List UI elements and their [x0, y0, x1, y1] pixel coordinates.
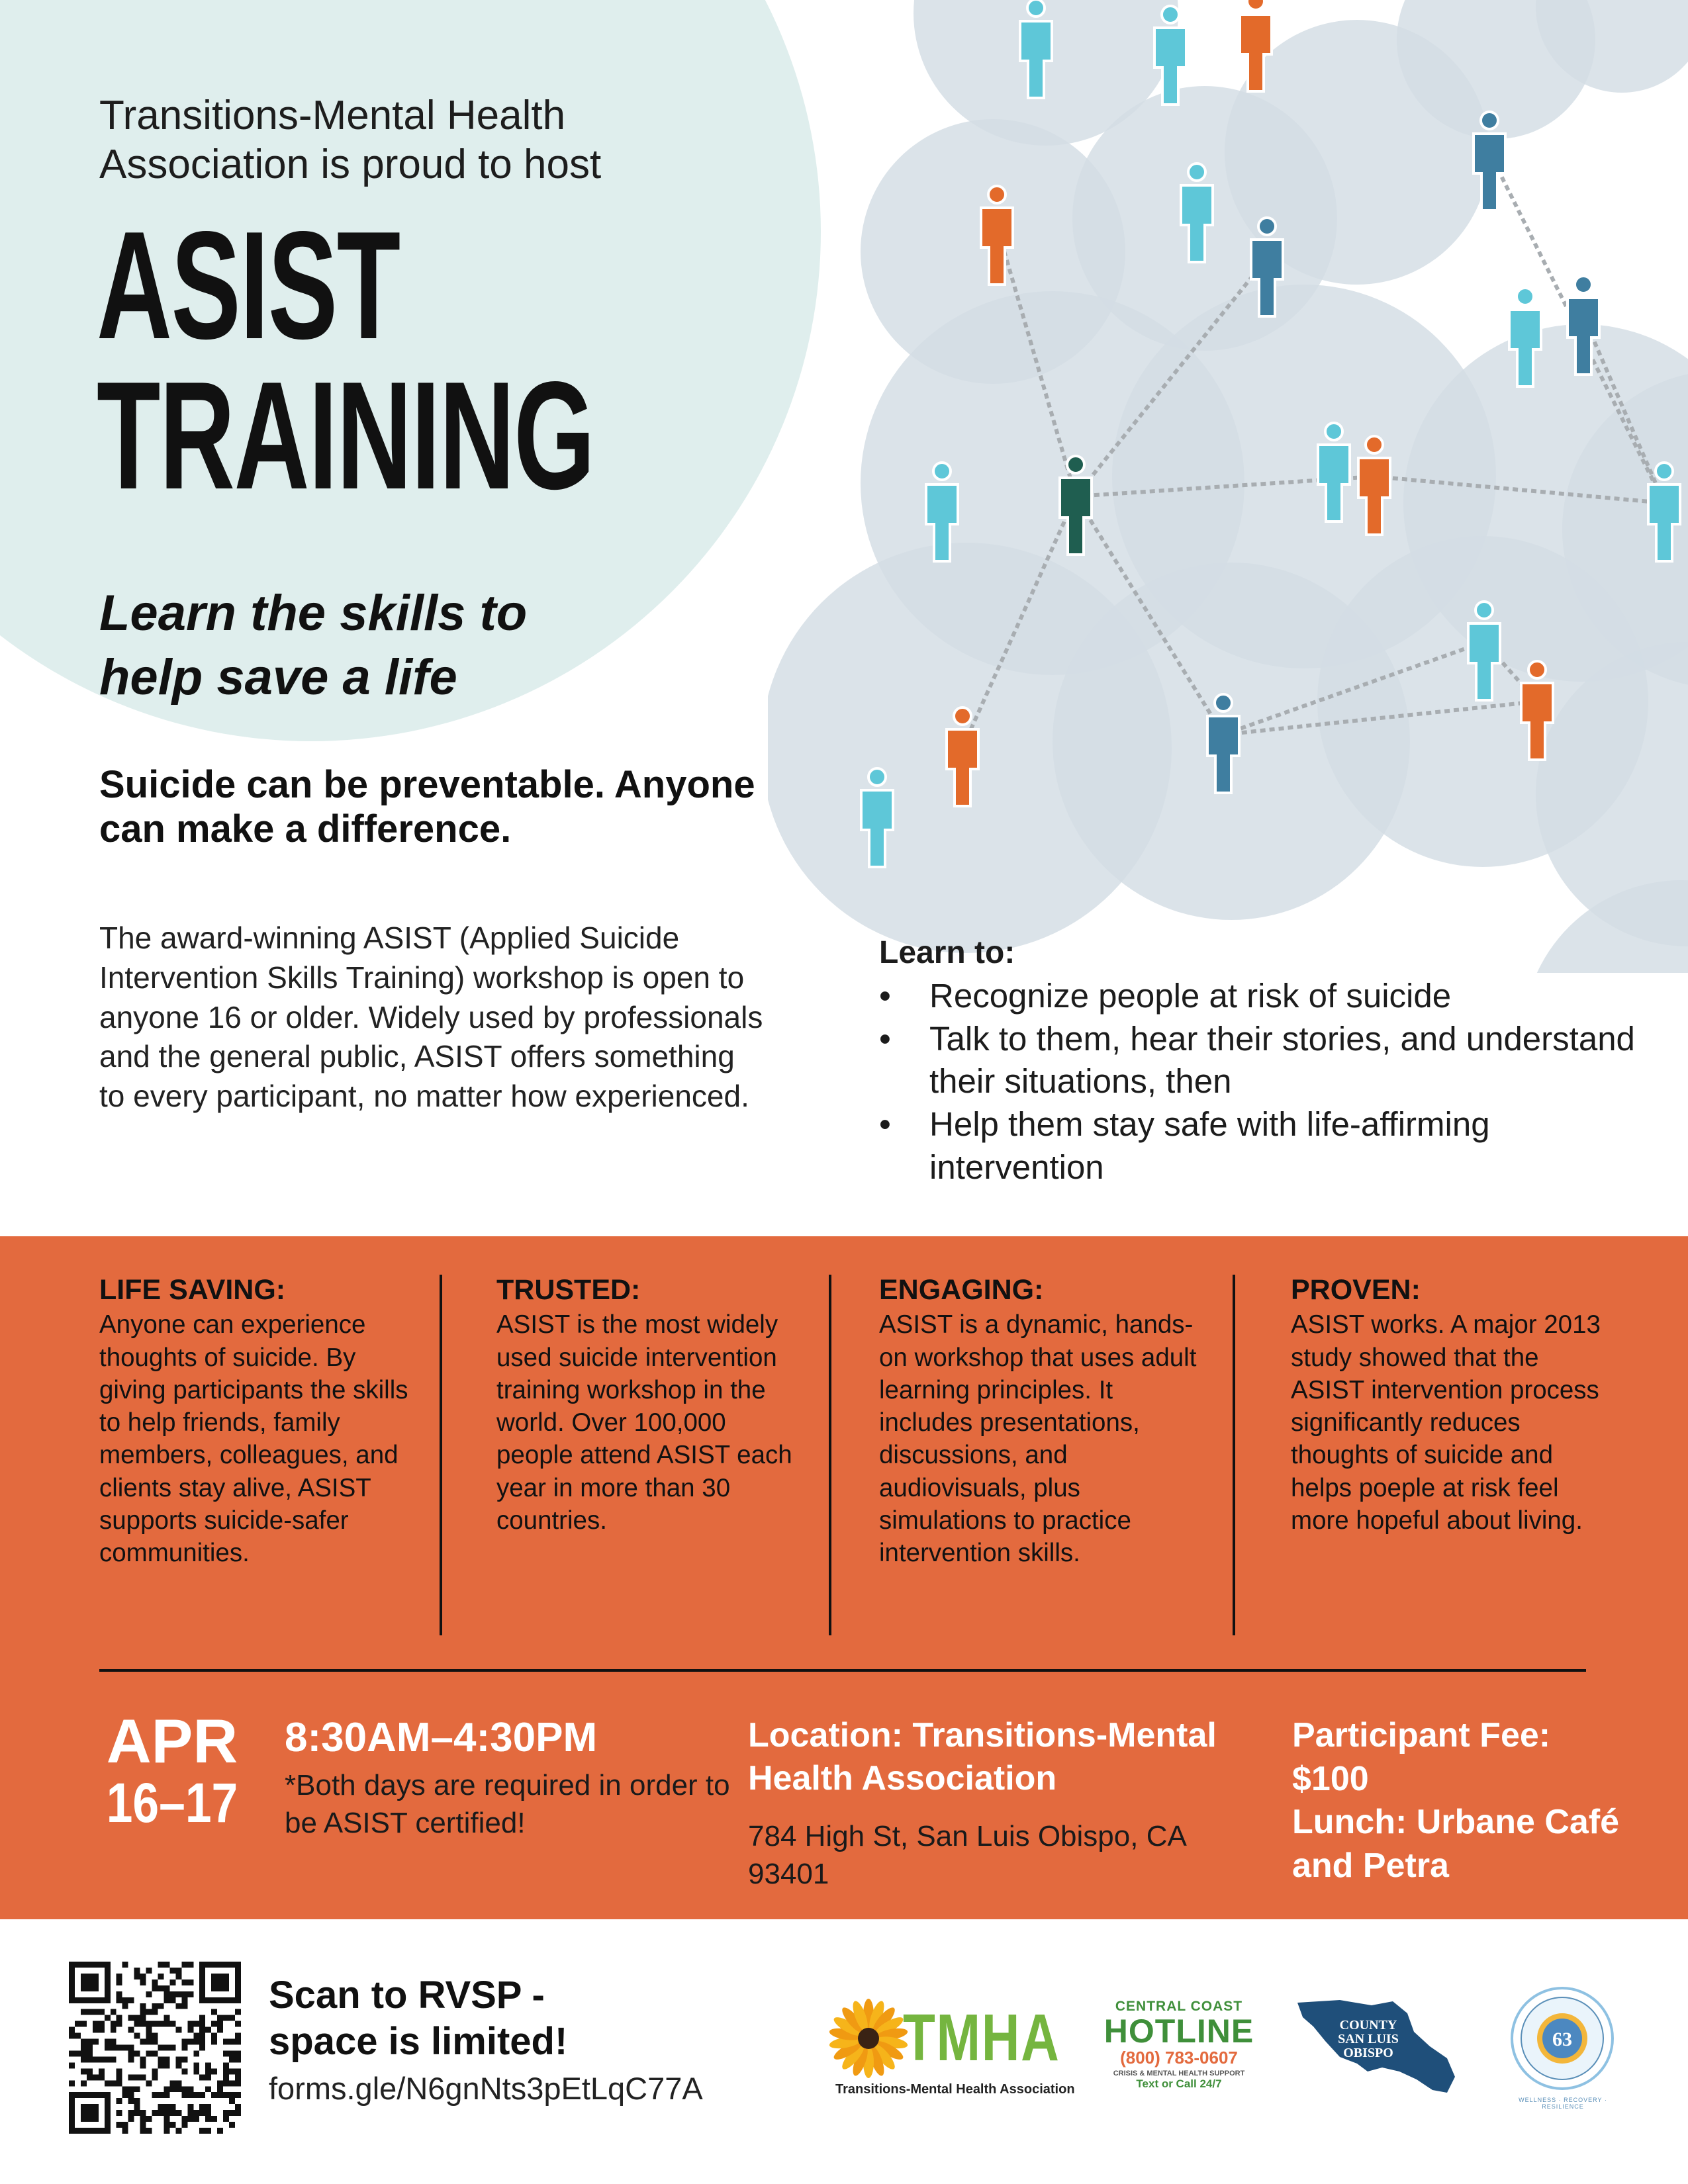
event-location	[748, 1714, 1251, 1893]
learn-to-title: Learn to:	[879, 935, 1015, 970]
mhsa-tagline: WELLNESS · RECOVERY · RESILIENCE	[1519, 2097, 1607, 2110]
feature-proven	[1291, 1275, 1609, 1537]
fee-amount: $100	[1292, 1759, 1369, 1798]
feature-body: ASIST works. A major 2013 study showed that the ASIST intervention process significantly reduces thoughts of suicide and helps poeple at risk feel more hopeful about living.	[1291, 1310, 1601, 1535]
event-date	[93, 1706, 252, 1834]
event-days: 16–17	[106, 1772, 238, 1834]
learn-to-list	[879, 933, 1660, 1189]
details-band	[0, 1236, 1688, 1919]
title-line-2: TRAINING	[97, 350, 594, 522]
feature-title: TRUSTED:	[496, 1274, 641, 1306]
cta-line-2: space is limited!	[269, 2019, 568, 2063]
mhsa-seal-logo	[1509, 1985, 1615, 2111]
intro-headline: Suicide can be preventable. Anyone can make a difference.	[99, 763, 755, 851]
feature-body: ASIST is the most widely used suicide intervention training workshop in the world. Over 100,000 people attend ASIST each year in more than 30 countries.	[496, 1310, 792, 1535]
rsvp-call-to-action	[269, 1972, 567, 2064]
fee-label: Participant Fee:	[1292, 1716, 1551, 1754]
hotline-text-call: Text or Call 24/7	[1136, 2077, 1222, 2091]
feature-title: ENGAGING:	[879, 1274, 1044, 1306]
tagline	[99, 581, 761, 710]
host-intro: Transitions-Mental Health Association is proud to host	[99, 93, 602, 188]
tmha-logo	[829, 1997, 1075, 2103]
tmha-logo-text: TMHA	[903, 2001, 1060, 2075]
people-network-illustration	[768, 0, 1688, 973]
feature-body: Anyone can experience thoughts of suicide. By giving participants the skills to help friends, family members, colleagues, and clients stay alive, ASIST supports suicide-safer communities.	[99, 1310, 408, 1568]
location-title: Location: Transitions-Mental Health Association	[748, 1716, 1217, 1797]
intro-body: The award-winning ASIST (Applied Suicide Intervention Skills Training) workshop is open to anyone 16 or older. Widely used by professionals and the general public, ASIST offers something to every participant, no matter how experienced.	[99, 921, 763, 1114]
svg-text:63: 63	[1552, 2028, 1572, 2050]
hotline-phone: (800) 783-0607	[1120, 2048, 1238, 2068]
learn-item-help: • Help them stay safe with life-affirming intervention	[879, 1103, 1660, 1189]
learn-item-talk: • Talk to them, hear their stories, and understand their situations, then	[879, 1018, 1660, 1104]
feature-engaging	[879, 1275, 1210, 1569]
feature-title: PROVEN:	[1291, 1274, 1421, 1306]
page-title	[97, 200, 594, 522]
county-line-1: COUNTY	[1339, 2018, 1397, 2032]
title-line-1: ASIST	[97, 200, 400, 371]
mhsa-seal-icon	[1509, 1985, 1615, 2091]
sunflower-icon	[829, 1997, 908, 2083]
event-time-note: *Both days are required in order to be ASIST certified!	[285, 1769, 730, 1840]
county-slo-logo	[1293, 1993, 1459, 2099]
hotline-title: HOTLINE	[1103, 2013, 1254, 2050]
hotline-region: CENTRAL COAST	[1115, 1999, 1243, 2014]
tagline-line-1: Learn the skills to	[99, 585, 528, 641]
event-time	[285, 1714, 735, 1843]
hotline-logo	[1103, 1999, 1255, 2105]
tagline-line-2: help save a life	[99, 649, 457, 706]
column-divider	[440, 1275, 442, 1635]
cta-line-1: Scan to RVSP -	[269, 1974, 545, 2017]
section-divider	[99, 1669, 1586, 1672]
feature-trusted	[496, 1275, 794, 1537]
location-address: 784 High St, San Luis Obispo, CA 93401	[748, 1820, 1186, 1891]
county-line-2: SAN LUIS	[1338, 2032, 1399, 2046]
learn-item-recognize: • Recognize people at risk of suicide	[879, 975, 1660, 1018]
feature-title: LIFE SAVING:	[99, 1274, 286, 1306]
lunch-info: Lunch: Urbane Café and Petra	[1292, 1803, 1620, 1885]
rsvp-qr-code[interactable]	[69, 1962, 241, 2134]
rsvp-link[interactable]: forms.gle/N6gnNts3pEtLqC77A	[269, 2071, 703, 2106]
county-line-3: OBISPO	[1343, 2046, 1393, 2060]
feature-life-saving	[99, 1275, 410, 1569]
county-logo-text	[1325, 2019, 1411, 2060]
event-time-range: 8:30AM–4:30PM	[285, 1715, 598, 1760]
event-month: APR	[106, 1706, 238, 1776]
feature-body: ASIST is a dynamic, hands-on workshop that uses adult learning principles. It includes presentations, discussions, and audiovisuals, plus simulations to practice intervention skills.	[879, 1310, 1197, 1568]
column-divider	[829, 1275, 831, 1635]
column-divider	[1233, 1275, 1235, 1635]
hotline-subtitle: CRISIS & MENTAL HEALTH SUPPORT	[1113, 2070, 1245, 2078]
event-fee	[1292, 1714, 1663, 1888]
tmha-logo-subtitle: Transitions-Mental Health Association	[835, 2082, 1075, 2097]
